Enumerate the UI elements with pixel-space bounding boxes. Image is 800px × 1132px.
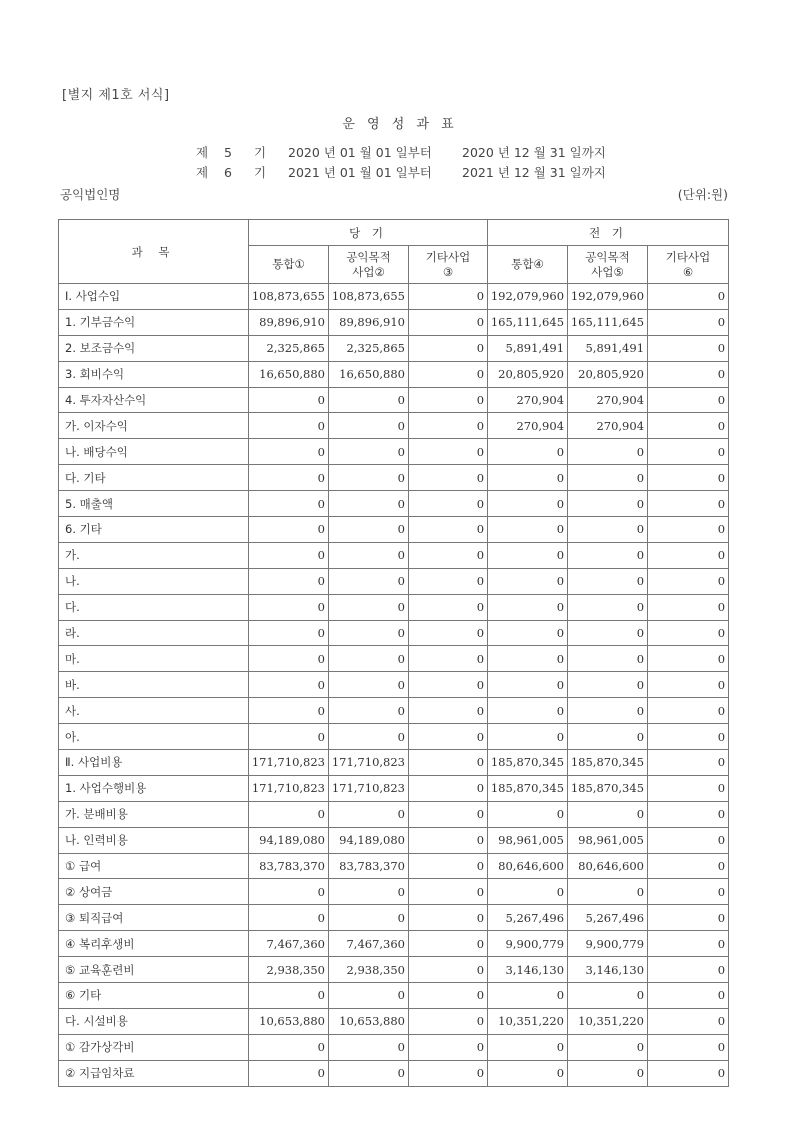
row-label: 3. 회비수익 xyxy=(59,361,249,387)
row-value: 270,904 xyxy=(568,413,648,439)
row-value: 0 xyxy=(409,491,488,517)
row-value: 0 xyxy=(648,1008,729,1034)
row-value: 0 xyxy=(648,465,729,491)
row-value: 0 xyxy=(409,905,488,931)
row-value: 0 xyxy=(648,413,729,439)
row-value: 0 xyxy=(409,594,488,620)
row-value: 0 xyxy=(648,957,729,983)
table-row xyxy=(59,672,729,698)
row-value: 83,783,370 xyxy=(329,853,409,879)
row-value: 0 xyxy=(488,568,568,594)
row-value: 0 xyxy=(249,413,329,439)
row-value: 10,351,220 xyxy=(568,1008,648,1034)
row-value: 9,900,779 xyxy=(568,931,648,957)
row-value: 0 xyxy=(568,1060,648,1086)
row-value: 0 xyxy=(648,724,729,750)
row-value: 5,891,491 xyxy=(568,335,648,361)
row-value: 10,653,880 xyxy=(249,1008,329,1034)
row-value: 0 xyxy=(409,439,488,465)
header-col-6: 기타사업 ⑥ xyxy=(648,246,729,284)
row-value: 0 xyxy=(568,983,648,1009)
row-value: 0 xyxy=(329,724,409,750)
table-row xyxy=(59,879,729,905)
row-value: 80,646,600 xyxy=(568,853,648,879)
row-value: 0 xyxy=(568,491,648,517)
row-value: 0 xyxy=(648,439,729,465)
row-value: 192,079,960 xyxy=(568,284,648,310)
operating-results-table xyxy=(58,219,729,1087)
row-value: 0 xyxy=(488,1060,568,1086)
row-value: 0 xyxy=(249,439,329,465)
row-value: 0 xyxy=(648,387,729,413)
table-row xyxy=(59,361,729,387)
table-row xyxy=(59,1060,729,1086)
table-row xyxy=(59,284,729,310)
row-value: 0 xyxy=(488,465,568,491)
row-value: 0 xyxy=(568,724,648,750)
row-value: 7,467,360 xyxy=(329,931,409,957)
row-value: 9,900,779 xyxy=(488,931,568,957)
row-value: 108,873,655 xyxy=(329,284,409,310)
row-value: 0 xyxy=(648,801,729,827)
row-value: 0 xyxy=(409,672,488,698)
row-value: 0 xyxy=(329,465,409,491)
row-value: 3,146,130 xyxy=(568,957,648,983)
row-value: 0 xyxy=(249,1060,329,1086)
row-value: 16,650,880 xyxy=(249,361,329,387)
row-value: 171,710,823 xyxy=(329,750,409,776)
table-row xyxy=(59,439,729,465)
row-value: 5,891,491 xyxy=(488,335,568,361)
row-value: 0 xyxy=(488,801,568,827)
row-value: 0 xyxy=(648,879,729,905)
row-value: 185,870,345 xyxy=(568,750,648,776)
row-value: 2,938,350 xyxy=(329,957,409,983)
row-value: 0 xyxy=(568,698,648,724)
period-row-next xyxy=(196,163,606,181)
row-label: 가. xyxy=(59,542,249,568)
table-row xyxy=(59,853,729,879)
row-value: 0 xyxy=(648,568,729,594)
table-row xyxy=(59,724,729,750)
header-col-4: 통합④ xyxy=(488,246,568,284)
header-col-1: 통합① xyxy=(249,246,329,284)
period-row-current xyxy=(196,143,606,161)
row-value: 0 xyxy=(488,724,568,750)
table-body xyxy=(59,284,729,1087)
row-value: 165,111,645 xyxy=(568,309,648,335)
row-label: 5. 매출액 xyxy=(59,491,249,517)
row-value: 0 xyxy=(409,1008,488,1034)
row-value: 0 xyxy=(249,646,329,672)
row-value: 94,189,080 xyxy=(249,827,329,853)
row-value: 185,870,345 xyxy=(488,775,568,801)
row-value: 2,325,865 xyxy=(249,335,329,361)
table-row xyxy=(59,905,729,931)
row-value: 0 xyxy=(648,698,729,724)
row-value: 16,650,880 xyxy=(329,361,409,387)
row-value: 108,873,655 xyxy=(249,284,329,310)
row-value: 0 xyxy=(409,335,488,361)
table-row xyxy=(59,309,729,335)
row-value: 10,653,880 xyxy=(329,1008,409,1034)
period-number: 6 xyxy=(224,165,232,180)
row-value: 0 xyxy=(488,439,568,465)
row-value: 185,870,345 xyxy=(488,750,568,776)
row-label: 마. xyxy=(59,646,249,672)
row-value: 0 xyxy=(249,594,329,620)
row-value: 0 xyxy=(329,491,409,517)
row-value: 0 xyxy=(488,672,568,698)
row-value: 0 xyxy=(409,284,488,310)
row-value: 0 xyxy=(329,517,409,543)
table-row xyxy=(59,465,729,491)
row-value: 0 xyxy=(249,517,329,543)
row-value: 94,189,080 xyxy=(329,827,409,853)
row-value: 171,710,823 xyxy=(329,775,409,801)
header-col-3: 기타사업 ③ xyxy=(409,246,488,284)
table-row xyxy=(59,983,729,1009)
row-value: 0 xyxy=(249,568,329,594)
row-value: 0 xyxy=(409,309,488,335)
row-value: 7,467,360 xyxy=(249,931,329,957)
row-value: 0 xyxy=(249,387,329,413)
row-value: 89,896,910 xyxy=(249,309,329,335)
table-row xyxy=(59,568,729,594)
header-col-5: 공익목적 사업⑤ xyxy=(568,246,648,284)
row-label: Ⅱ. 사업비용 xyxy=(59,750,249,776)
row-value: 0 xyxy=(488,879,568,905)
table-row xyxy=(59,801,729,827)
row-value: 0 xyxy=(329,672,409,698)
row-value: 0 xyxy=(329,594,409,620)
organization-label: 공익법인명 xyxy=(60,187,121,202)
row-value: 0 xyxy=(329,801,409,827)
row-value: 165,111,645 xyxy=(488,309,568,335)
row-value: 0 xyxy=(409,387,488,413)
row-value: 0 xyxy=(409,853,488,879)
row-value: 0 xyxy=(409,931,488,957)
row-value: 0 xyxy=(409,517,488,543)
table-row xyxy=(59,620,729,646)
row-value: 0 xyxy=(409,542,488,568)
row-value: 0 xyxy=(568,568,648,594)
row-value: 0 xyxy=(648,491,729,517)
row-value: 0 xyxy=(488,1034,568,1060)
row-label: 6. 기타 xyxy=(59,517,249,543)
row-value: 0 xyxy=(329,439,409,465)
row-label: ⑥ 기타 xyxy=(59,983,249,1009)
row-value: 0 xyxy=(409,827,488,853)
row-label: 가. 분배비용 xyxy=(59,801,249,827)
table-row xyxy=(59,1008,729,1034)
row-label: ⑤ 교육훈련비 xyxy=(59,957,249,983)
table-row xyxy=(59,957,729,983)
row-value: 0 xyxy=(409,620,488,646)
row-label: 나. xyxy=(59,568,249,594)
row-value: 0 xyxy=(648,750,729,776)
row-value: 192,079,960 xyxy=(488,284,568,310)
period-start: 2020 년 01 월 01 일부터 xyxy=(288,145,432,160)
row-value: 0 xyxy=(249,491,329,517)
row-value: 270,904 xyxy=(488,387,568,413)
row-value: 0 xyxy=(249,698,329,724)
row-label: 1. 기부금수익 xyxy=(59,309,249,335)
table-row xyxy=(59,827,729,853)
row-value: 0 xyxy=(329,413,409,439)
table-row xyxy=(59,335,729,361)
row-value: 0 xyxy=(568,879,648,905)
row-value: 0 xyxy=(329,387,409,413)
header-current-period: 당 기 xyxy=(249,220,488,246)
row-value: 0 xyxy=(568,517,648,543)
row-value: 0 xyxy=(409,413,488,439)
row-value: 0 xyxy=(409,879,488,905)
row-label: 다. xyxy=(59,594,249,620)
row-label: 라. xyxy=(59,620,249,646)
table-row xyxy=(59,775,729,801)
row-value: 0 xyxy=(648,1034,729,1060)
row-value: 10,351,220 xyxy=(488,1008,568,1034)
row-value: 0 xyxy=(249,672,329,698)
row-value: 0 xyxy=(409,361,488,387)
row-value: 0 xyxy=(409,646,488,672)
row-value: 0 xyxy=(249,465,329,491)
row-value: 0 xyxy=(648,931,729,957)
row-label: 1. 사업수행비용 xyxy=(59,775,249,801)
row-value: 0 xyxy=(249,905,329,931)
period-gi: 기 xyxy=(254,165,267,180)
row-value: 83,783,370 xyxy=(249,853,329,879)
document-title: 운 영 성 과 표 xyxy=(342,117,458,132)
period-start: 2021 년 01 월 01 일부터 xyxy=(288,165,432,180)
row-value: 0 xyxy=(329,1034,409,1060)
row-value: 0 xyxy=(409,568,488,594)
row-label: 사. xyxy=(59,698,249,724)
row-value: 0 xyxy=(409,724,488,750)
period-end: 2020 년 12 월 31 일까지 xyxy=(462,145,606,160)
row-value: 2,325,865 xyxy=(329,335,409,361)
row-value: 0 xyxy=(488,594,568,620)
row-value: 0 xyxy=(648,620,729,646)
row-value: 0 xyxy=(409,698,488,724)
table-row xyxy=(59,542,729,568)
row-label: Ⅰ. 사업수입 xyxy=(59,284,249,310)
row-value: 89,896,910 xyxy=(329,309,409,335)
table-row xyxy=(59,594,729,620)
row-value: 0 xyxy=(329,879,409,905)
row-value: 0 xyxy=(568,465,648,491)
table-row xyxy=(59,387,729,413)
row-value: 0 xyxy=(249,542,329,568)
header-col-2: 공익목적 사업② xyxy=(329,246,409,284)
row-label: 나. 인력비용 xyxy=(59,827,249,853)
row-value: 0 xyxy=(568,801,648,827)
table-row xyxy=(59,698,729,724)
row-label: 4. 투자자산수익 xyxy=(59,387,249,413)
row-value: 0 xyxy=(329,646,409,672)
row-label: ② 상여금 xyxy=(59,879,249,905)
row-value: 171,710,823 xyxy=(249,750,329,776)
header-item: 과 목 xyxy=(59,220,249,284)
row-value: 0 xyxy=(568,439,648,465)
row-value: 3,146,130 xyxy=(488,957,568,983)
row-label: 2. 보조금수익 xyxy=(59,335,249,361)
row-value: 0 xyxy=(409,1034,488,1060)
row-value: 0 xyxy=(568,542,648,568)
row-label: 가. 이자수익 xyxy=(59,413,249,439)
table-row xyxy=(59,491,729,517)
form-label: [별지 제1호 서식] xyxy=(62,88,170,103)
row-label: ① 감가상각비 xyxy=(59,1034,249,1060)
row-value: 0 xyxy=(488,542,568,568)
row-value: 0 xyxy=(409,983,488,1009)
row-value: 171,710,823 xyxy=(249,775,329,801)
row-value: 2,938,350 xyxy=(249,957,329,983)
row-value: 0 xyxy=(249,724,329,750)
row-label: ③ 퇴직급여 xyxy=(59,905,249,931)
row-value: 0 xyxy=(249,1034,329,1060)
row-value: 0 xyxy=(249,801,329,827)
row-value: 0 xyxy=(488,983,568,1009)
row-label: ④ 복리후생비 xyxy=(59,931,249,957)
row-value: 0 xyxy=(329,568,409,594)
table-row xyxy=(59,646,729,672)
row-value: 0 xyxy=(409,750,488,776)
row-value: 0 xyxy=(409,957,488,983)
row-value: 0 xyxy=(648,335,729,361)
row-value: 0 xyxy=(329,1060,409,1086)
row-value: 5,267,496 xyxy=(568,905,648,931)
row-label: 다. 시설비용 xyxy=(59,1008,249,1034)
row-value: 0 xyxy=(488,491,568,517)
header-previous-period: 전 기 xyxy=(488,220,729,246)
row-value: 0 xyxy=(648,905,729,931)
row-value: 0 xyxy=(488,620,568,646)
row-value: 0 xyxy=(568,646,648,672)
row-value: 0 xyxy=(648,1060,729,1086)
table-row xyxy=(59,750,729,776)
row-value: 0 xyxy=(648,361,729,387)
row-value: 0 xyxy=(648,542,729,568)
row-value: 0 xyxy=(329,698,409,724)
row-value: 20,805,920 xyxy=(568,361,648,387)
row-value: 0 xyxy=(488,698,568,724)
row-value: 0 xyxy=(249,983,329,1009)
row-value: 0 xyxy=(648,827,729,853)
row-value: 0 xyxy=(648,775,729,801)
row-value: 185,870,345 xyxy=(568,775,648,801)
period-gi: 기 xyxy=(254,145,267,160)
table-row xyxy=(59,413,729,439)
unit-label: (단위:원) xyxy=(677,187,728,202)
row-value: 0 xyxy=(409,1060,488,1086)
row-value: 0 xyxy=(648,517,729,543)
row-value: 0 xyxy=(568,1034,648,1060)
table-row xyxy=(59,1034,729,1060)
row-value: 0 xyxy=(409,801,488,827)
row-value: 0 xyxy=(329,983,409,1009)
row-value: 0 xyxy=(409,465,488,491)
row-label: 나. 배당수익 xyxy=(59,439,249,465)
row-value: 0 xyxy=(648,672,729,698)
row-label: ② 지급임차료 xyxy=(59,1060,249,1086)
row-value: 0 xyxy=(648,309,729,335)
row-value: 80,646,600 xyxy=(488,853,568,879)
period-end: 2021 년 12 월 31 일까지 xyxy=(462,165,606,180)
row-value: 0 xyxy=(329,542,409,568)
row-label: 다. 기타 xyxy=(59,465,249,491)
row-label: ① 급여 xyxy=(59,853,249,879)
row-value: 0 xyxy=(568,620,648,646)
row-label: 아. xyxy=(59,724,249,750)
row-value: 0 xyxy=(329,905,409,931)
row-label: 바. xyxy=(59,672,249,698)
row-value: 0 xyxy=(648,284,729,310)
row-value: 5,267,496 xyxy=(488,905,568,931)
row-value: 0 xyxy=(648,646,729,672)
table-row xyxy=(59,931,729,957)
row-value: 270,904 xyxy=(568,387,648,413)
row-value: 98,961,005 xyxy=(488,827,568,853)
table-row xyxy=(59,517,729,543)
row-value: 0 xyxy=(329,620,409,646)
period-je: 제 xyxy=(196,165,209,180)
row-value: 0 xyxy=(568,594,648,620)
row-value: 0 xyxy=(488,646,568,672)
period-number: 5 xyxy=(224,145,232,160)
row-value: 20,805,920 xyxy=(488,361,568,387)
row-value: 0 xyxy=(488,517,568,543)
row-value: 0 xyxy=(249,620,329,646)
row-value: 0 xyxy=(249,879,329,905)
row-value: 0 xyxy=(648,594,729,620)
period-je: 제 xyxy=(196,145,209,160)
row-value: 270,904 xyxy=(488,413,568,439)
row-value: 98,961,005 xyxy=(568,827,648,853)
row-value: 0 xyxy=(648,983,729,1009)
row-value: 0 xyxy=(568,672,648,698)
row-value: 0 xyxy=(648,853,729,879)
row-value: 0 xyxy=(409,775,488,801)
